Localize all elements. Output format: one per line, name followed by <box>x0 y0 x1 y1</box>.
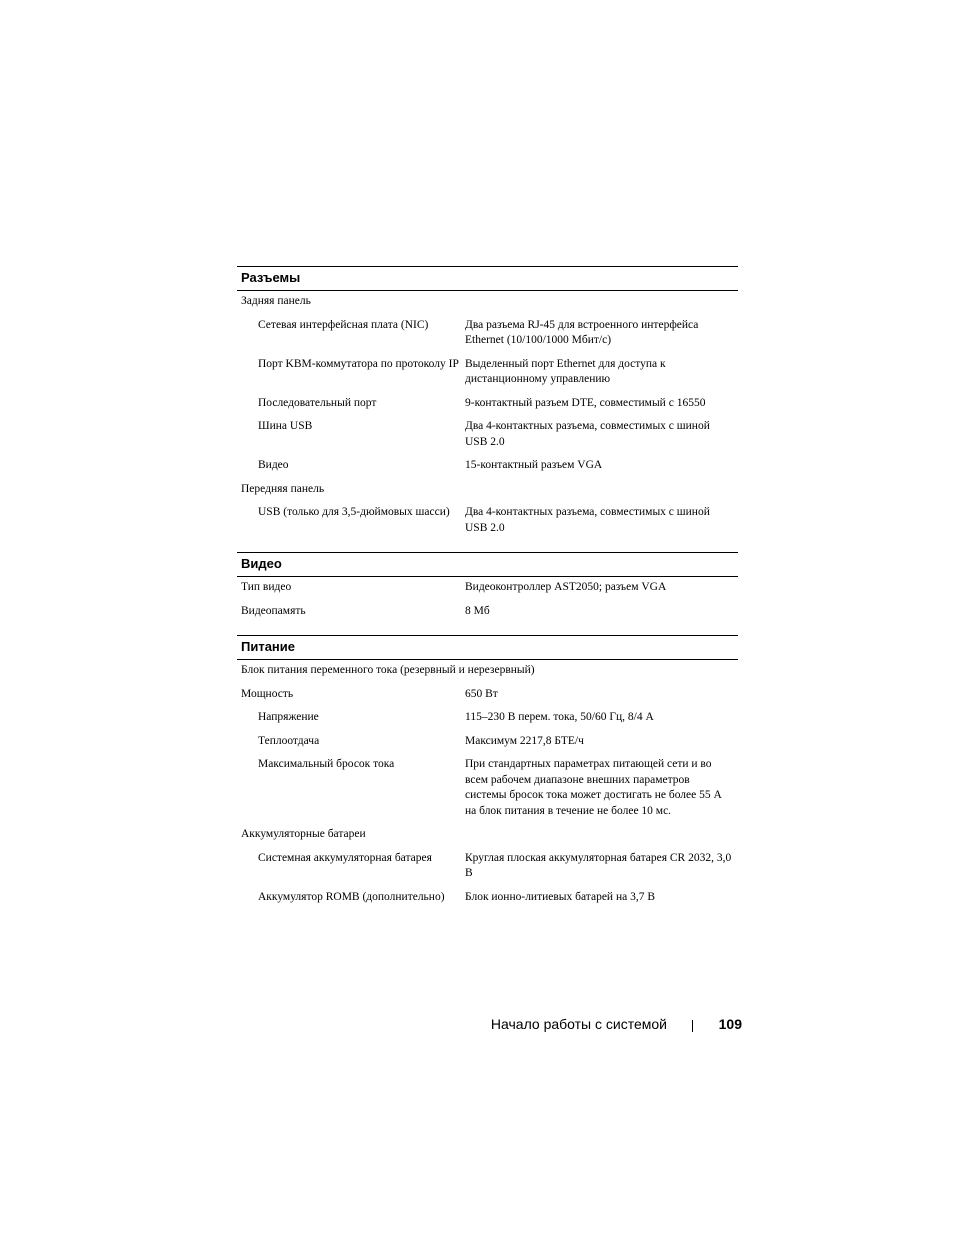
spec-label: Видео <box>258 459 289 471</box>
spec-row <box>237 663 738 679</box>
spec-value: Два 4-контактных разъема, совместимых с шиной USB 2.0 <box>465 420 710 448</box>
spec-value: 15-контактный разъем VGA <box>465 459 603 471</box>
spec-value: Блок ионно-литиевых батарей на 3,7 В <box>465 890 656 903</box>
spec-row <box>237 687 738 703</box>
spec-label: Теплоотдача <box>258 734 320 747</box>
section-1 <box>237 552 738 619</box>
spec-label: Задняя панель <box>241 295 311 307</box>
spec-row <box>237 757 738 819</box>
spec-label: Мощность <box>241 687 294 700</box>
spec-row <box>237 604 738 620</box>
page-footer <box>470 1015 742 1035</box>
section-rows <box>237 291 738 536</box>
spec-row <box>237 890 738 906</box>
spec-label: Аккумулятор ROMB (дополнительно) <box>258 890 445 903</box>
section-0 <box>237 266 738 536</box>
spec-label: USB (только для 3,5-дюймовых шасси) <box>258 506 450 518</box>
spec-value: Два разъема RJ-45 для встроенного интерфейса Ethernet (10/100/1000 Мбит/с) <box>465 318 699 346</box>
spec-value: 8 Мб <box>465 604 490 617</box>
spec-row <box>237 357 738 388</box>
spec-row <box>237 580 738 596</box>
spec-row <box>237 851 738 882</box>
spec-value: Выделенный порт Ethernet для доступа к дистанционному управлению <box>465 357 666 385</box>
spec-row <box>237 318 738 349</box>
spec-label: Порт KBM-коммутатора по протоколу IP <box>258 357 459 370</box>
spec-row <box>237 482 738 498</box>
spec-label: Напряжение <box>258 711 319 723</box>
spec-value: Два 4-контактных разъема, совместимых с шиной USB 2.0 <box>465 506 710 534</box>
spec-value: Максимум 2217,8 БТЕ/ч <box>465 734 584 747</box>
spec-row <box>237 419 738 450</box>
spec-label: Видеопамять <box>241 604 306 617</box>
spec-value: Видеоконтроллер AST2050; разъем VGA <box>465 581 667 593</box>
section-heading: Питание <box>237 635 738 660</box>
spec-label: Максимальный бросок тока <box>258 758 395 770</box>
section-rows <box>237 577 738 619</box>
spec-label: Аккумуляторные батареи <box>241 828 366 840</box>
spec-value: 115–230 В перем. тока, 50/60 Гц, 8/4 А <box>465 711 654 723</box>
spec-value: Круглая плоская аккумуляторная батарея CR 2032, 3,0 В <box>465 851 732 879</box>
spec-value: 9-контактный разъем DTE, совместимый с 16550 <box>465 396 706 409</box>
spec-label: Шина USB <box>258 420 313 432</box>
section-heading: Видео <box>237 552 738 577</box>
footer-divider <box>692 1020 693 1032</box>
spec-row <box>237 396 738 412</box>
page-number: 109 <box>718 1016 742 1032</box>
section-heading: Разъемы <box>237 266 738 291</box>
spec-value: 650 Вт <box>465 687 498 700</box>
spec-label: Последовательный порт <box>258 396 377 409</box>
spec-label: Системная аккумуляторная батарея <box>258 851 432 864</box>
spec-row <box>237 827 738 843</box>
spec-label: Передняя панель <box>241 482 325 495</box>
section-2 <box>237 635 738 905</box>
section-rows <box>237 660 738 905</box>
spec-label: Тип видео <box>241 581 292 593</box>
spec-label: Сетевая интерфейсная плата (NIC) <box>258 318 429 331</box>
spec-row <box>237 710 738 726</box>
spec-row <box>237 294 738 310</box>
spec-table <box>237 266 738 921</box>
spec-value: При стандартных параметрах питающей сети и во всем рабочем диапазоне внешних параметров системы бросок тока может достигать не более 55 А на блок питания в течение не более 10 мс. <box>465 758 722 817</box>
footer-title: Начало работы с системой <box>490 1016 667 1032</box>
spec-row <box>237 458 738 474</box>
spec-row <box>237 734 738 750</box>
spec-row <box>237 505 738 536</box>
spec-label: Блок питания переменного тока (резервный и нерезервный) <box>241 664 535 676</box>
